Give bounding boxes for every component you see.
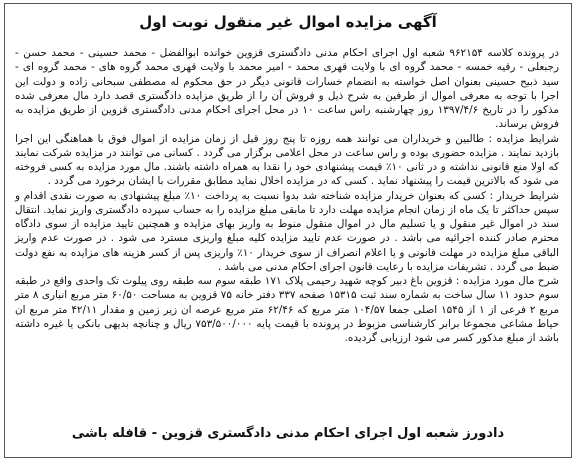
auction-notice: [4, 3, 572, 458]
buyer-terms-paragraph: شرایط خریدار : کسی که بعنوان خریدار مزایده شناخته شد بدوا نسبت به پرداخت ۱۰٪ مبلغ پیشنهادی به صورت نقدی اقدام و سپس حداکثر تا یک ماه از زمان انجام مزایده مهلت دارد تا مابقی مبلغ مزایده را به حساب سپرده دادگستری واریز نماید. انتقال سند در اموال غیر منقول و یا تسلیم مال در اموال منقول منوط به واریز بهای مزایده و همچنین تایید مزایده از سوی دادگاه محترم صادر کننده اجرائیه می باشد . در صورت عدم تایید مزایده کلیه مبلغ واریزی مسترد می شود . در صورت عدم واریز الباقی مبلغ مزایده در مهلت قانونی و یا اعلام انصراف از سوی خریدار ۱۰٪ واریزی پس از کسر هزینه های مزایده به نفع دولت ضبط می گردد . تشریفات مزایده با رعایت قانون اجرای احکام مدنی می باشد .: [15, 189, 559, 273]
property-description-paragraph: شرح مال مورد مزایده : قزوین باغ دبیر کوچه شهید رحیمی پلاک ۱۷۱ طبقه سوم سه طبقه روی پیلوت تک واحدی واقع در طبقه سوم حدود ۱۱ سال ساخت به شماره سند ثبت ۱۵۳۱۵ صفحه ۳۳۷ دفتر خانه ۷۵ قزوین به مساحت ۶۰/۵۰ متر مربع انباری ۸ متر مربع ۲ فرعی از ۱ از ۱۵۴۵ اصلی جمعا ۱۰۴/۵۷ متر مربع که ۶۲/۴۶ متر مربع عرصه ان زیر زمین و مقدار ۴۲/۱۱ متر مربع ان حیاط مشاعی مجموعا برابر کارشناسی مزبوط در پرونده با قیمت پایه ۷۵۳/۵۰۰/۰۰۰ ریال و چنانچه بدیهی بانکی یا غیره داشته باشد از مبلغ مذکور کسر می شود ارزیابی گردیده.: [15, 275, 560, 344]
notice-title: آگهی مزایده اموال غیر منقول نوبت اول: [139, 13, 437, 31]
auction-terms-paragraph: شرایط مزایده : طالبین و خریداران می توانند همه روزه تا پنج روز قبل از زمان مزایده از اموال فوق با هماهنگی این اجرا بازدید نمایند . مزایده حضوری بوده و راس ساعت در محل اعلامی برگزار می گردد . کسانی می توانند در مزایده شرکت نمایند که اولا منع قانونی نداشته و در ثانی ۱۰٪ قیمت پیشنهادی خود را نقدا به همراه داشته باشند. مال مورد مزایده به کسی فروخته می شود که بالاترین قیمت را پیشنهاد نماید . کسی که در مزایده اخلال نماید مطابق مقررات با ایشان برخورد می گردد .: [15, 132, 559, 188]
notice-body: [15, 46, 559, 345]
notice-signature: دادورز شعبه اول اجرای احکام مدنی دادگستری قزوین - قافله باشی: [71, 426, 505, 441]
case-paragraph: در پرونده کلاسه ۹۶۲۱۵۴ شعبه اول اجرای احکام مدنی دادگستری قزوین خوانده ابوالفضل - محمد حسینی - محمد حسن - رجبعلی - رقیه خمسه - محمد گروه ای با ولایت قهری محمد - امیر محمد با ولایت قهری محمد گروه های - محمد گروه ای - سید ذبیح حسینی بعنوان اصل خواسته به انضمام خسارات قانونی دیگر در حق محکوم له مصطفی سبحانی زاده و دولت این اجرا با توجه به معرفی اموال از طرفین به شرح ذیل و فروش آن را از طریق مزایده دادگستری قصد دارد مال معرفی شده مذکور را در تاریخ ۱۳۹۷/۴/۶ روز چهارشنبه راس ساعت ۱۰ در محل اجرای احکام مدنی دادگستری قزوین از طریق مزایده به فروش برساند.: [15, 47, 559, 131]
